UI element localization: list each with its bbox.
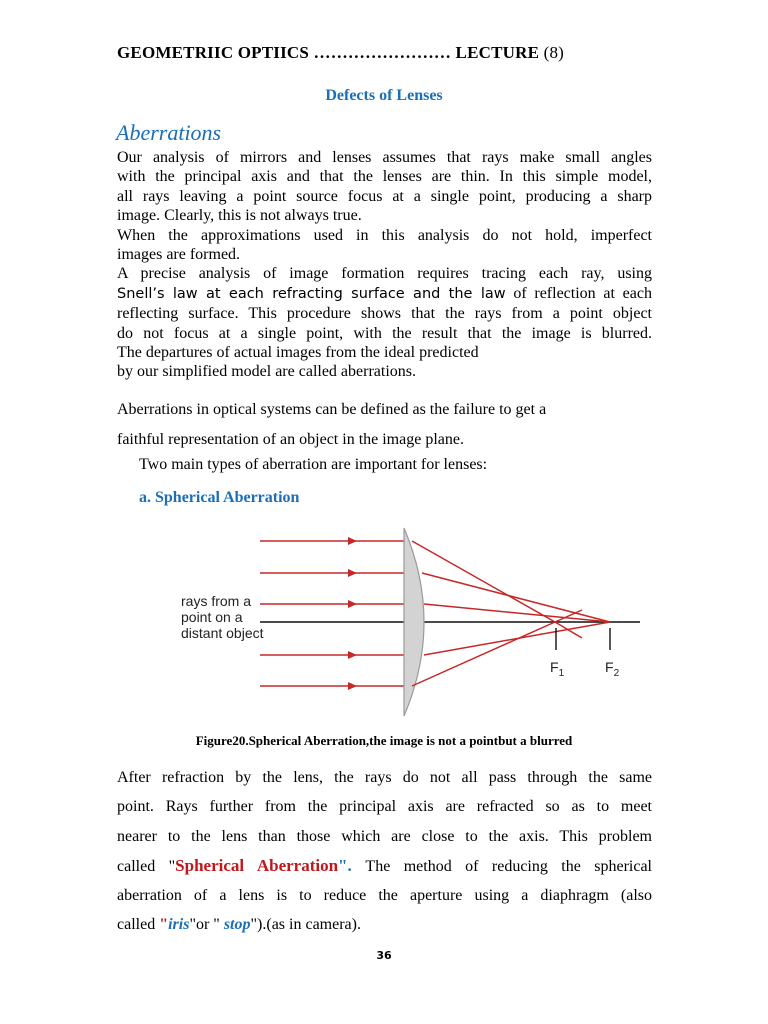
body-text: called " <box>117 857 176 875</box>
intro-line: by our simplified model are called aberrations. <box>117 363 417 381</box>
incoming-rays <box>260 541 413 686</box>
spherical-aberration-figure <box>150 520 650 725</box>
stop-term: stop <box>223 916 251 934</box>
f1-subscript: 1 <box>558 668 565 679</box>
intro-line: A precise analysis of image formation requires tracing each ray, using <box>117 265 652 283</box>
body-text: called <box>117 916 160 934</box>
section-title: Aberrations <box>116 120 222 145</box>
arrow-icon <box>348 682 357 690</box>
body-text: "or " <box>189 916 224 934</box>
f2-label <box>605 659 620 679</box>
refracted-rays <box>412 541 610 686</box>
intro-line: with the principal axis and that the lenses are thin. In this simple model, <box>117 168 652 186</box>
arrow-icon <box>348 569 357 577</box>
body-text: ").(as in camera). <box>250 916 361 934</box>
snell-law-phrase: Snell’s law at each refracting surface and the law <box>117 285 506 302</box>
intro-line: do not focus at a single point, with the result that the image is blurred. <box>117 324 652 342</box>
figure-label-line: rays from a <box>181 593 252 609</box>
arrow-icon <box>348 537 357 545</box>
body-text-punct: ". <box>338 855 366 875</box>
ray-refracted <box>424 604 610 622</box>
types-intro: Two main types of aberration are important for lenses: <box>139 456 488 473</box>
iris-term: iris <box>168 916 190 934</box>
body-line: aberration of a lens is to reduce the aperture using a diaphragm (also <box>117 887 652 905</box>
spherical-aberration-heading: a. Spherical Aberration <box>139 489 300 506</box>
ray-refracted <box>422 573 610 622</box>
intro-line-snell <box>117 284 652 304</box>
lecture-header <box>117 43 652 63</box>
figure-label-line: point on a <box>181 609 243 625</box>
body-line <box>117 910 652 939</box>
f1-letter: F <box>550 659 559 675</box>
figure-label-line: distant object <box>181 625 264 641</box>
body-text: The method of reducing the spherical <box>365 857 652 875</box>
page-subtitle: Defects of Lenses <box>325 87 443 104</box>
body-line <box>117 851 652 881</box>
figure-caption: Figure20.Spherical Aberration,the image is not a pointbut a blurred <box>195 733 573 748</box>
definition-line: faithful representation of an object in the image plane. <box>117 431 464 448</box>
ray-arrows <box>348 537 357 690</box>
lens <box>404 528 424 716</box>
explanation-paragraph <box>117 763 652 940</box>
definition-paragraph <box>117 395 652 455</box>
intro-line: reflecting surface. This procedure shows that the rays from a point object <box>117 305 652 323</box>
body-line: After refraction by the lens, the rays do not all pass through the same <box>117 769 652 786</box>
spherical-aberration-term: Spherical Aberration <box>175 855 339 875</box>
f2-subscript: 2 <box>613 668 620 679</box>
intro-paragraph <box>117 148 652 382</box>
body-line: nearer to the lens than those which are close to the axis. This problem <box>117 827 652 845</box>
lecture-number: (8) <box>543 43 565 62</box>
arrow-icon <box>348 600 357 608</box>
intro-line: When the approximations used in this analysis do not hold, imperfect <box>117 226 652 244</box>
body-line: point. Rays further from the principal axis are refracted so as to meet <box>117 798 652 816</box>
header-title: GEOMETRIIC OPTIICS …………………… LECTURE <box>117 43 544 62</box>
f2-letter: F <box>605 659 614 675</box>
definition-line: Aberrations in optical systems can be defined as the failure to get a <box>117 401 547 418</box>
intro-line: images are formed. <box>117 246 241 264</box>
intro-line: image. Clearly, this is not always true. <box>117 207 362 225</box>
intro-line: The departures of actual images from the ideal predicted <box>117 344 479 362</box>
f1-label <box>550 659 565 679</box>
arrow-icon <box>348 651 357 659</box>
page-number: 36 <box>376 949 392 962</box>
intro-line-part: of reflection at each <box>505 284 652 302</box>
intro-line: Our analysis of mirrors and lenses assumes that rays make small angles <box>117 149 652 166</box>
intro-line: all rays leaving a point source focus at a single point, producing a sharp <box>117 187 652 205</box>
quote-mark: " <box>159 916 169 934</box>
